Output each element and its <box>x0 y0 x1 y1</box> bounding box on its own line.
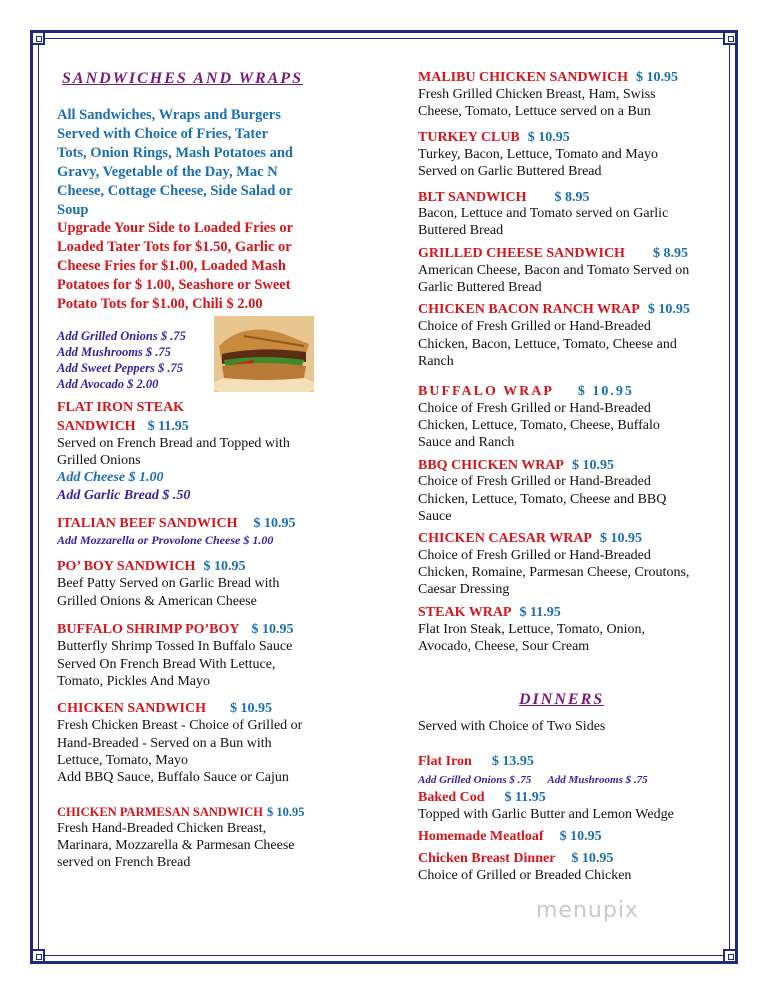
item-desc: Served on French Bread and Topped with <box>57 436 290 451</box>
item-desc: Fresh Grilled Chicken Breast, Ham, Swiss <box>418 87 656 102</box>
item-desc: Avocado, Cheese, Sour Cream <box>418 639 590 654</box>
item-desc: Sauce and Ranch <box>418 435 515 450</box>
corner-ornament <box>723 949 737 963</box>
dinner-item <box>418 849 613 867</box>
addon-line: Add Sweet Peppers $ .75 <box>57 361 184 375</box>
menu-item <box>57 400 184 416</box>
item-desc: Butterfly Shrimp Tossed In Buffalo Sauce <box>57 639 293 654</box>
item-desc: Served on Garlic Buttered Bread <box>418 164 602 179</box>
upgrade-line: Loaded Tater Tots for $1.50, Garlic or <box>57 239 292 255</box>
dinners-subtitle: Served with Choice of Two Sides <box>418 719 606 734</box>
item-name: CHICKEN SANDWICH <box>57 701 206 716</box>
item-price: $ 8.95 <box>554 190 590 205</box>
corner-ornament <box>31 31 45 45</box>
item-price: $ 10.95 <box>251 622 294 637</box>
item-price: $ 10.95 <box>253 516 296 531</box>
item-desc: Served On French Bread With Lettuce, <box>57 657 276 672</box>
item-price: $ 11.95 <box>504 790 546 805</box>
item-desc: American Cheese, Bacon and Tomato Served on <box>418 263 690 278</box>
section-heading-sandwiches: SANDWICHES AND WRAPS <box>62 70 303 87</box>
intro-line: Served with Choice of Fries, Tater <box>57 126 269 142</box>
item-price: $ 8.95 <box>652 246 688 261</box>
item-desc: Buttered Bread <box>418 223 504 238</box>
item-desc: Grilled Onions <box>57 453 141 468</box>
menu-item <box>418 300 690 318</box>
item-name: Flat Iron <box>418 754 472 769</box>
item-desc: Topped with Garlic Butter and Lemon Wedge <box>418 807 674 822</box>
section-heading-dinners: DINNERS <box>519 691 605 708</box>
upgrade-line: Potatoes for $ 1.00, Seashore or Sweet <box>57 277 291 293</box>
menu-item <box>418 128 570 146</box>
item-desc: Hand-Breaded - Served on a Bun with <box>57 736 272 751</box>
item-name: PO’ BOY SANDWICH <box>57 559 196 574</box>
item-desc: Choice of Fresh Grilled or Hand-Breaded <box>418 548 651 563</box>
menu-item <box>57 620 294 638</box>
addon-line: Add Mushrooms $ .75 <box>57 345 171 359</box>
item-name: BUFFALO WRAP <box>418 384 554 399</box>
item-desc: Choice of Fresh Grilled or Hand-Breaded <box>418 474 651 489</box>
item-desc: Garlic Buttered Bread <box>418 280 542 295</box>
menu-item <box>418 382 634 400</box>
item-desc: Choice of Fresh Grilled or Hand-Breaded <box>418 319 651 334</box>
item-price: $ 10.95 <box>527 130 570 145</box>
item-name: FLAT IRON STEAK <box>57 400 185 415</box>
item-desc: Caesar Dressing <box>418 582 510 597</box>
menu-item <box>57 557 245 575</box>
item-desc: Choice of Fresh Grilled or Hand-Breaded <box>418 401 651 416</box>
menu-item <box>57 803 305 821</box>
item-price: $ 13.95 <box>491 754 534 769</box>
item-price: $ 10.95 <box>203 559 246 574</box>
item-desc: Fresh Hand-Breaded Chicken Breast, <box>57 821 267 836</box>
item-name: BLT SANDWICH <box>418 190 527 205</box>
corner-ornament <box>723 31 737 45</box>
item-desc: Tomato, Pickles And Mayo <box>57 674 211 689</box>
item-price: $ 10.95 <box>647 302 690 317</box>
item-price: $ 10.95 <box>599 531 642 546</box>
item-price: $ 10.95 <box>577 384 634 399</box>
item-price: $ 10.95 <box>229 701 272 716</box>
item-desc: Sauce <box>418 509 452 524</box>
item-desc: Chicken, Lettuce, Tomato, Cheese, Buffalo <box>418 418 660 433</box>
item-desc: Bacon, Lettuce and Tomato served on Garlic <box>418 206 669 221</box>
item-price: $ 10.95 <box>559 829 602 844</box>
sandwich-photo <box>214 316 314 392</box>
addon-line: Add Avocado $ 2.00 <box>57 377 159 391</box>
upgrade-line: Upgrade Your Side to Loaded Fries or <box>57 220 294 236</box>
dinner-item <box>418 827 602 845</box>
item-name: Baked Cod <box>418 790 485 805</box>
item-desc: Cheese, Tomato, Lettuce served on a Bun <box>418 104 651 119</box>
intro-line: Gravy, Vegetable of the Day, Mac N <box>57 164 278 180</box>
menu-item <box>418 68 678 86</box>
menu-item <box>418 188 590 206</box>
dinner-addons <box>418 770 648 788</box>
item-desc: Chicken, Romaine, Parmesan Cheese, Croutons, <box>418 565 690 580</box>
item-desc: Chicken, Bacon, Lettuce, Tomato, Cheese and <box>418 337 677 352</box>
menu-item <box>418 456 614 474</box>
dinner-item <box>418 752 534 770</box>
watermark: menupix <box>536 898 639 923</box>
menu-item <box>418 244 688 262</box>
item-desc: Fresh Chicken Breast - Choice of Grilled or <box>57 718 303 733</box>
item-addon: Add Garlic Bread $ .50 <box>57 488 191 503</box>
dinner-item <box>418 788 546 806</box>
item-name: ITALIAN BEEF SANDWICH <box>57 516 238 531</box>
item-price: $ 11.95 <box>147 419 189 434</box>
item-name: CHICKEN CAESAR WRAP <box>418 531 592 546</box>
item-addon: Add Grilled Onions $ .75 <box>418 774 532 786</box>
item-addon: Add Cheese $ 1.00 <box>57 470 164 485</box>
menu-item <box>57 699 272 717</box>
item-desc: Flat Iron Steak, Lettuce, Tomato, Onion, <box>418 622 645 637</box>
item-desc: served on French Bread <box>57 855 191 870</box>
item-price: $ 10.95 <box>571 458 614 473</box>
item-name: CHICKEN BACON RANCH WRAP <box>418 302 640 317</box>
menu-item <box>57 514 295 532</box>
intro-line: Cheese, Cottage Cheese, Side Salad or <box>57 183 293 199</box>
item-addon: Add Mozzarella or Provolone Cheese $ 1.00 <box>57 533 274 547</box>
menu-item <box>418 529 642 547</box>
menu-item-line <box>57 417 189 435</box>
item-name: TURKEY CLUB <box>418 130 520 145</box>
intro-line: Soup <box>57 202 89 218</box>
item-name: Chicken Breast Dinner <box>418 851 556 866</box>
item-name: GRILLED CHEESE SANDWICH <box>418 246 625 261</box>
item-name: SANDWICH <box>57 419 136 434</box>
intro-line: All Sandwiches, Wraps and Burgers <box>57 107 281 123</box>
item-addon: Add Mushrooms $ .75 <box>547 774 648 786</box>
item-name: BBQ CHICKEN WRAP <box>418 458 564 473</box>
item-desc: Chicken, Lettuce, Tomato, Cheese and BBQ <box>418 492 667 507</box>
menu-item <box>418 603 561 621</box>
item-price: $ 11.95 <box>519 605 561 620</box>
upgrade-line: Cheese Fries for $1.00, Loaded Mash <box>57 258 286 274</box>
item-desc: Lettuce, Tomato, Mayo <box>57 753 188 768</box>
item-name: Homemade Meatloaf <box>418 829 544 844</box>
item-price: $ 10.95 <box>636 70 679 85</box>
upgrade-line: Potato Tots for $1.00, Chili $ 2.00 <box>57 296 263 312</box>
addon-line: Add Grilled Onions $ .75 <box>57 329 186 343</box>
item-desc: Choice of Grilled or Breaded Chicken <box>418 868 632 883</box>
corner-ornament <box>31 949 45 963</box>
item-name: MALIBU CHICKEN SANDWICH <box>418 70 629 85</box>
intro-line: Tots, Onion Rings, Mash Potatoes and <box>57 145 293 161</box>
item-desc: Add BBQ Sauce, Buffalo Sauce or Cajun <box>57 770 289 785</box>
item-price: $ 10.95 <box>267 805 305 819</box>
item-desc: Ranch <box>418 354 454 369</box>
item-price: $ 10.95 <box>571 851 614 866</box>
item-desc: Grilled Onions & American Cheese <box>57 594 257 609</box>
item-desc: Marinara, Mozzarella & Parmesan Cheese <box>57 838 295 853</box>
item-name: BUFFALO SHRIMP PO’BOY <box>57 622 240 637</box>
item-desc: Beef Patty Served on Garlic Bread with <box>57 576 280 591</box>
item-name: CHICKEN PARMESAN SANDWICH <box>57 805 264 819</box>
item-name: STEAK WRAP <box>418 605 512 620</box>
item-desc: Turkey, Bacon, Lettuce, Tomato and Mayo <box>418 147 658 162</box>
